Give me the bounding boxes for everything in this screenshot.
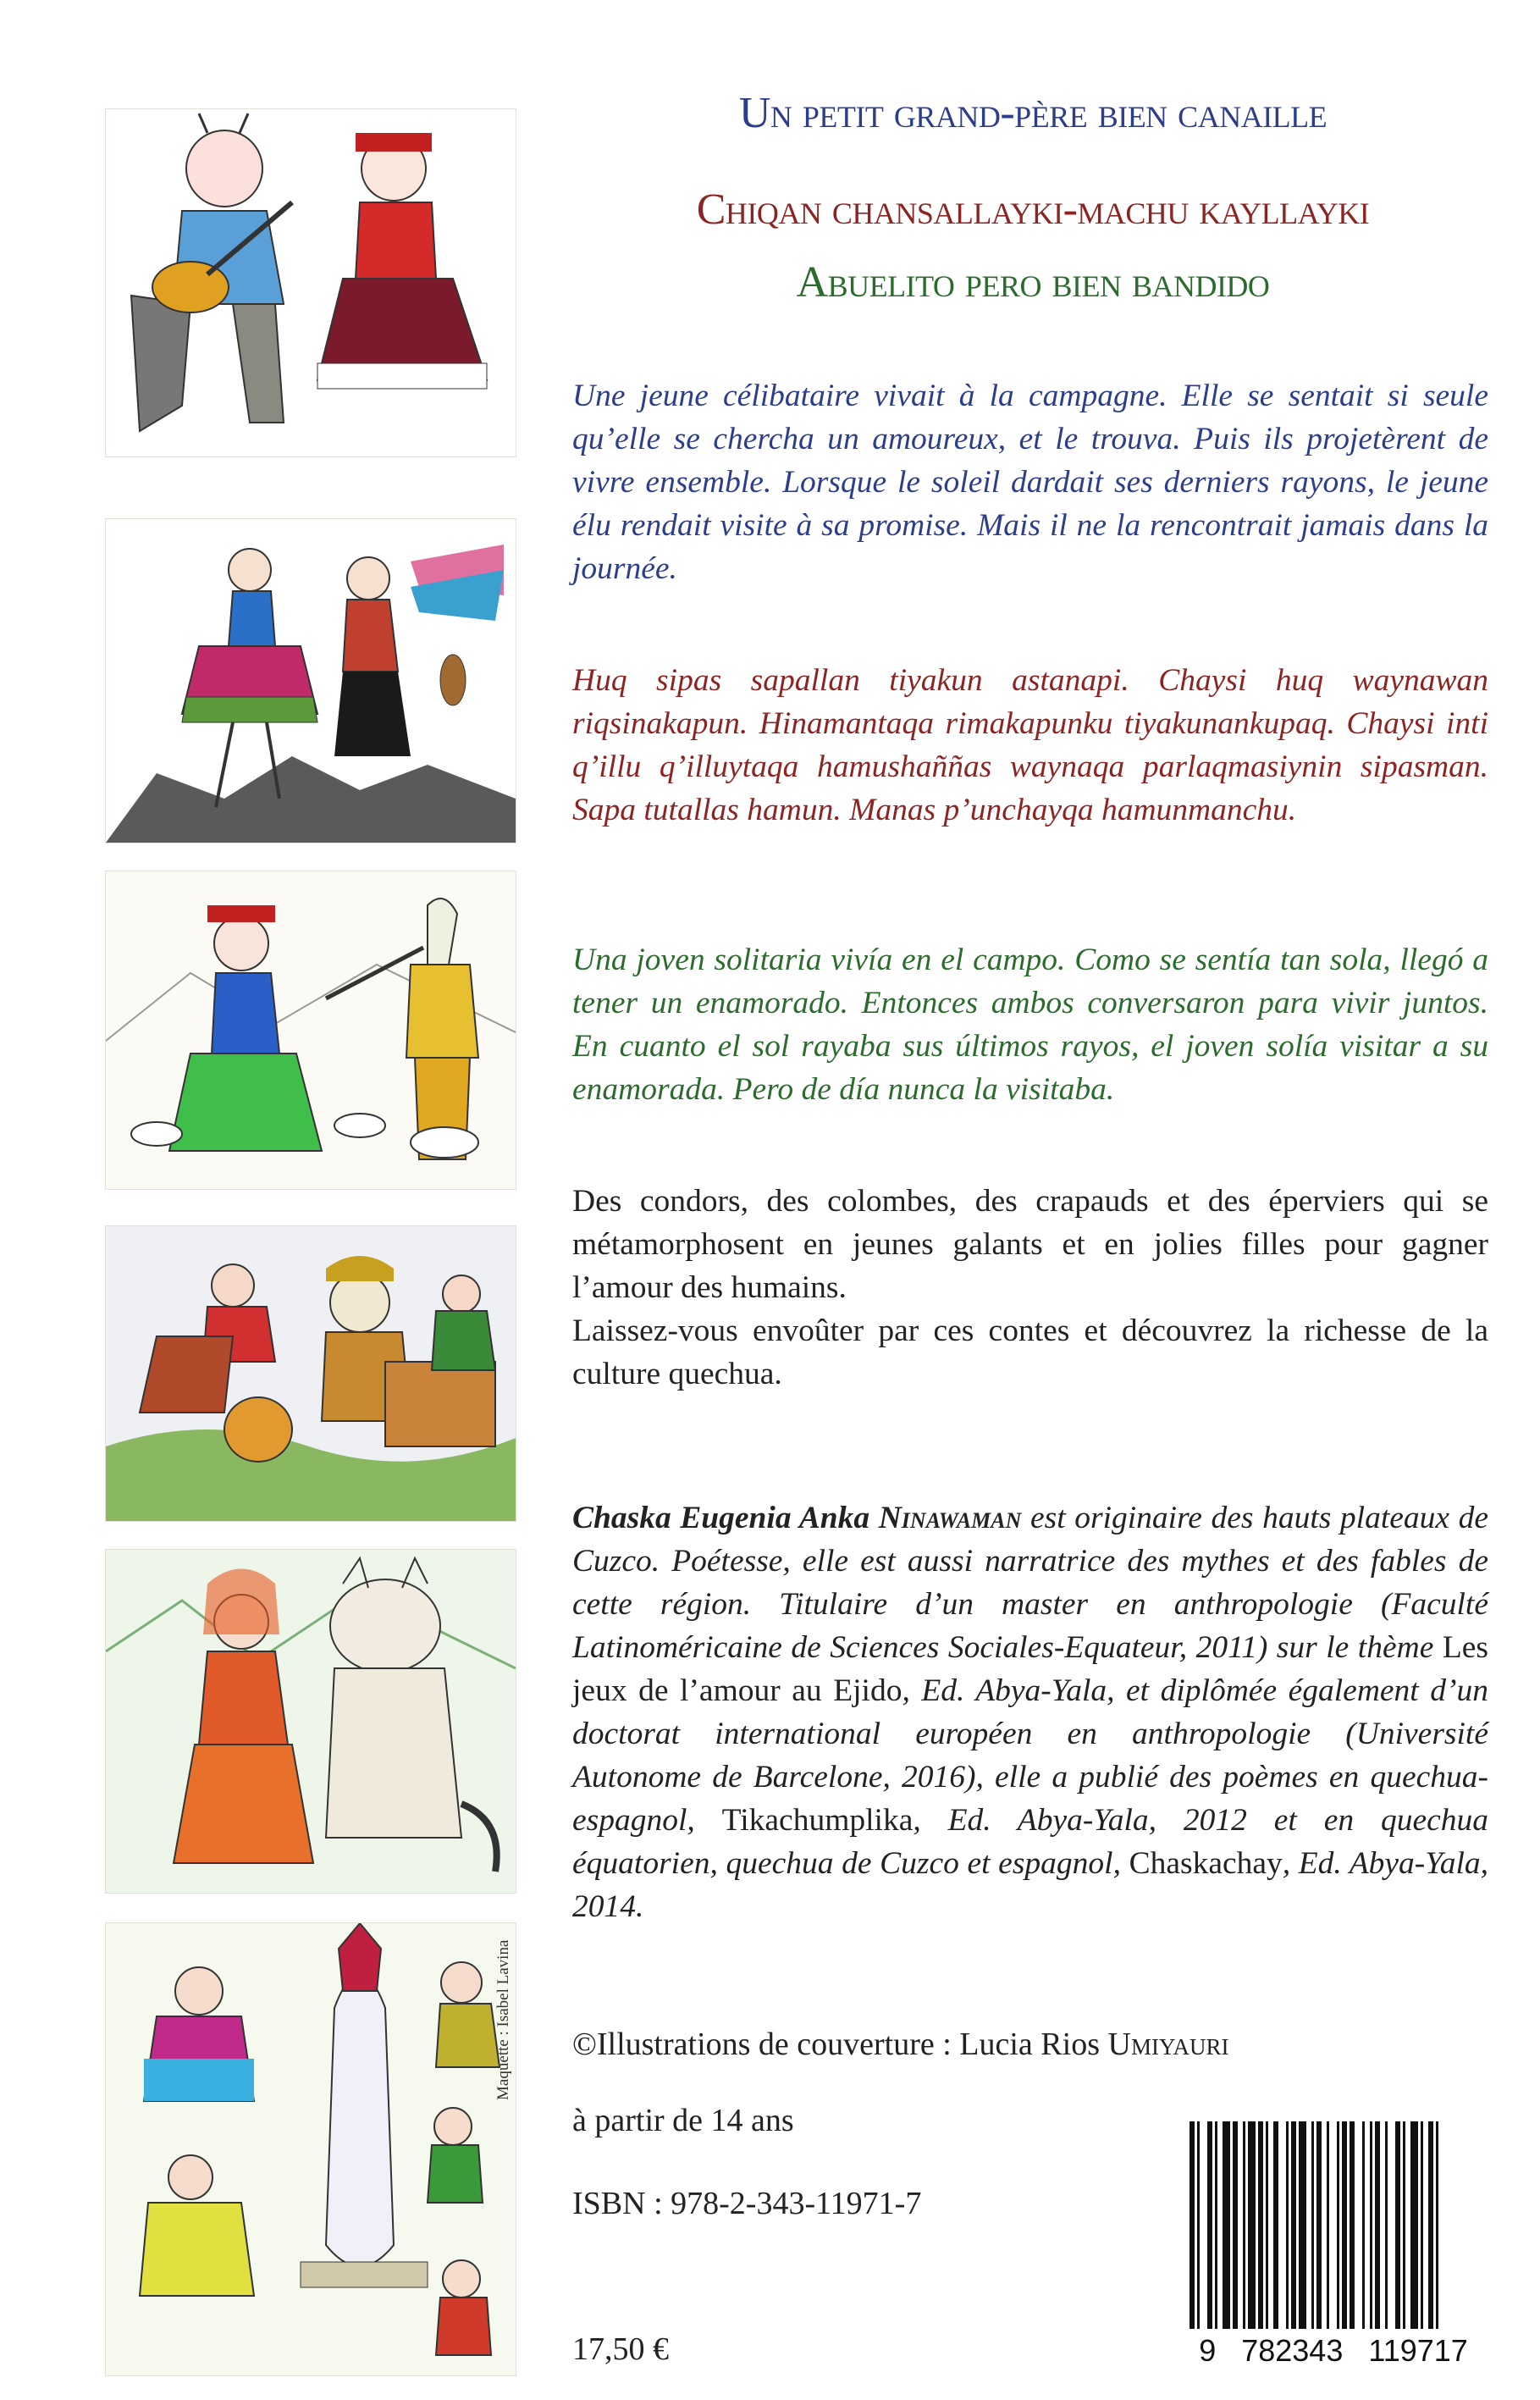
summary-french: Une jeune célibataire vivait à la campagne. Elle se sentait si seule qu’elle se chercha un amoureux, et le trouva. Puis ils projetèrent de vivre ensemble. Lorsque le soleil dardait ses derniers rayons, le jeune élu rendait visite à sa promise. Mais il ne la rencontrait jamais dans la journée.: [572, 379, 1488, 586]
barcode-bar: [1197, 2121, 1200, 2329]
barcode-bar: [1395, 2121, 1400, 2329]
bio-part-4: , Ed. Abya-Yala, 2014.: [572, 1846, 1488, 1924]
title-french: Un petit grand-père bien canaille: [738, 89, 1327, 137]
book-title-2: Tikachumplika: [721, 1803, 914, 1838]
age-recommendation: à partir de 14 ans: [572, 2103, 794, 2138]
illustration-dancing-couple: [105, 518, 516, 843]
maquette-credit: Maquette : Isabel Lavina: [494, 1939, 512, 2100]
barcode-bar: [1428, 2121, 1433, 2329]
title-quechua: Chiqan chansallayki-machu kayllayki: [696, 185, 1370, 234]
book-title-1: Les jeux de l’amour au Ejido: [572, 1630, 1488, 1708]
barcode-bar: [1342, 2121, 1347, 2329]
barcode-bar: [1311, 2121, 1314, 2329]
blurb-text-2: Laissez-vous envoûter par ces contes et découvrez la richesse de la culture quechua.: [572, 1313, 1488, 1391]
illustration-credit-text: ©Illustrations de couverture : Lucia Rios: [572, 2027, 1108, 2062]
barcode-bar: [1286, 2121, 1289, 2329]
barcode-bar: [1207, 2121, 1212, 2329]
barcode-bar: [1258, 2121, 1263, 2329]
illustrator-surname: Umiyauri: [1107, 2027, 1229, 2062]
summary-spanish: Una joven solitaria vivía en el campo. Como se sentía tan sola, llegó a tener un enamorado. Entonces ambos conversaron para vivir juntos. En cuanto el sol rayaba sus últimos rayos, el joven solía visitar a su enamorada. Pero de día nunca la visitaba.: [572, 943, 1488, 1107]
barcode-bar: [1436, 2121, 1438, 2329]
author-surname: Ninawaman: [878, 1501, 1022, 1535]
barcode-bar: [1233, 2121, 1238, 2329]
barcode-bar: [1248, 2121, 1256, 2329]
barcode-bar: [1299, 2121, 1306, 2329]
barcode-bar: [1403, 2121, 1405, 2329]
price: 17,50 €: [572, 2331, 669, 2367]
barcode: [1173, 2121, 1494, 2371]
barcode-bar: [1337, 2121, 1339, 2329]
bio-part-1: est originaire des hauts plateaux de Cuzco. Poétesse, elle est aussi narratrice des mythes et des fables de cette région. Titulaire d’un master en anthropologie (Faculté Latinoméricaine de Sciences Sociales-Equateur, 2011) sur le thème: [572, 1501, 1489, 1665]
illustration-guitar-couple: [105, 108, 516, 457]
summary-quechua: Huq sipas sapallan tiyakun astanapi. Chaysi huq waynawan riqsinakapun. Hinamantaqa rimakapunku tiyakunankupaq. Chaysi inti q’illu q’illuytaqa hamushaññas waynaqa parlaqmasiynin sipasman. Sapa tutallas hamun. Manas p’unchayqa hamunmanchu.: [572, 663, 1488, 827]
barcode-bar: [1189, 2121, 1195, 2329]
barcode-bar: [1215, 2121, 1217, 2329]
blurb: [572, 1180, 1488, 1396]
illustration-credit: [572, 2026, 1228, 2063]
illustration-penguin-scene: [105, 1922, 516, 2376]
bio-part-2: , Ed. Abya-Yala, et diplômée également d’un doctorat international européen en anthropologie (Université Autonome de Barcelone, 2016), elle a publié des poèmes en quechua-espagnol,: [572, 1673, 1488, 1838]
barcode-bar: [1375, 2121, 1380, 2329]
blurb-text: Des condors, des colombes, des crapauds et des éperviers qui se métamorphosent en jeunes galants et en jolies filles pour gagner l’amour des humains.: [572, 1184, 1488, 1305]
author-bio: [572, 1496, 1488, 1928]
author-name: Chaska Eugenia Anka: [572, 1501, 870, 1535]
book-title-3: Chaskachay: [1129, 1846, 1283, 1881]
illustration-woman-and-cat: [105, 1549, 516, 1894]
barcode-bar: [1223, 2121, 1230, 2329]
barcode-bar: [1362, 2121, 1365, 2329]
barcode-bar: [1266, 2121, 1268, 2329]
barcode-bar: [1410, 2121, 1418, 2329]
barcode-bar: [1421, 2121, 1423, 2329]
barcode-bar: [1385, 2121, 1388, 2329]
isbn: ISBN : 978-2-343-11971-7: [572, 2186, 922, 2221]
barcode-bar: [1291, 2121, 1296, 2329]
barcode-bar: [1327, 2121, 1329, 2329]
illustration-flute-player: [105, 871, 516, 1190]
barcode-digits: 9 782343 119717: [1199, 2333, 1468, 2368]
title-spanish: Abuelito pero bien bandido: [796, 258, 1270, 307]
bio-part-3: , Ed. Abya-Yala, 2012 et en quechua équatorien, quechua de Cuzco et espagnol,: [572, 1803, 1488, 1881]
barcode-bar: [1350, 2121, 1355, 2329]
barcode-bar: [1273, 2121, 1278, 2329]
barcode-bar: [1243, 2121, 1245, 2329]
illustration-harvest-scene: [105, 1225, 516, 1522]
barcode-bar: [1316, 2121, 1322, 2329]
barcode-bar: [1370, 2121, 1372, 2329]
